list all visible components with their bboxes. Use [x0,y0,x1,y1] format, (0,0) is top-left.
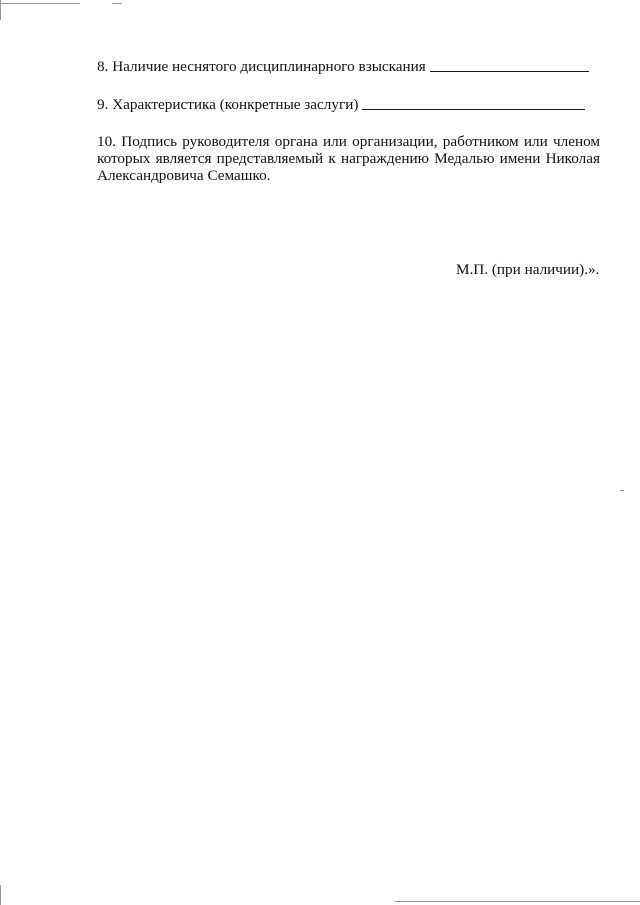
scan-edge-bottom [395,901,640,902]
scan-edge-top [0,3,80,4]
scan-edge-top-fragment [112,3,122,4]
item-text: 8. Наличие неснятого дисциплинарного взыскания [97,58,426,75]
item-disciplinary-penalty [97,58,601,75]
item-characteristics [97,96,601,113]
item-text: 9. Характеристика (конкретные заслуги) [97,96,359,113]
document-body [97,58,601,184]
fill-in-line [430,71,589,72]
scan-edge-left-top [0,0,1,20]
item-line [97,58,601,75]
fill-in-line [362,109,585,110]
scan-speck [620,490,624,491]
item-line [97,96,601,113]
item-signature: 10. Подпись руководителя органа или организации, работником или членом которых является представляемый к награждению Медалью имени Николая Александровича Семашко. [97,133,600,184]
stamp-note: М.П. (при наличии).». [456,261,600,278]
scan-edge-left-bottom [0,885,1,905]
